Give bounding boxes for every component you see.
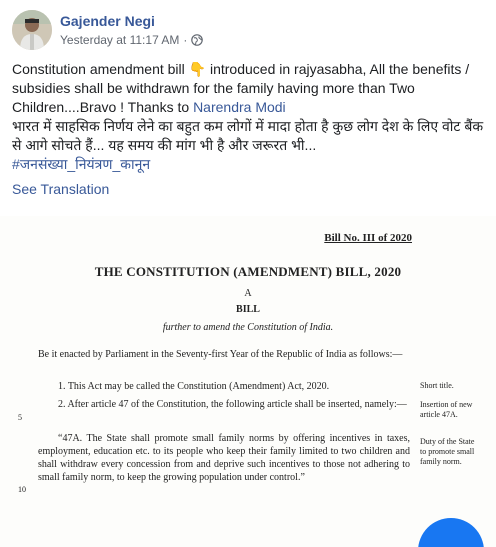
clause-2: 2. After article 47 of the Constitution, the following article shall be inserted, namely:—	[58, 399, 407, 410]
post-time-row	[60, 32, 203, 48]
post-text-hindi: भारत में साहसिक निर्णय लेने का बहुत कम लोगों में मादा होता है कुछ लोग देश के लिए वोट बैंक से आगे सोचते हैं... यह समय की मांग भी है और जरूरत भी...	[12, 118, 484, 153]
clause-47a: “47A. The State shall promote small family norms by offering incentives in taxes, employment, education etc. to its people who keep their family limited to two children and shall withdraw every concession from and deprive such incentives to those not adhering to small family norm, to keep the growing population under control.”	[38, 433, 410, 483]
post-text-part2: introduced in rajyasabha, All the benefits / subsidies shall be withdrawn for the family having more than Two Children....Bravo ! Thanks to	[12, 61, 470, 115]
pointing-down-emoji: 👇	[188, 61, 207, 77]
bill-label: BILL	[236, 304, 260, 315]
bill-article-a: A	[244, 288, 252, 299]
margin-note-insertion: Insertion of new article 47A.	[420, 400, 473, 419]
margin-note-short-title: Short title.	[420, 381, 454, 390]
line-number-10: 10	[18, 485, 26, 494]
bill-number: Bill No. III of 2020	[324, 232, 412, 244]
bill-purpose: further to amend the Constitution of India.	[162, 322, 334, 333]
meta-separator: ·	[183, 33, 188, 47]
post-text	[12, 60, 488, 174]
post-header	[12, 8, 203, 52]
mention-link[interactable]: Narendra Modi	[193, 99, 286, 115]
clause-1: 1. This Act may be called the Constitution (Amendment) Act, 2020.	[58, 381, 330, 392]
globe-icon[interactable]	[191, 34, 203, 46]
post-text-part1: Constitution amendment bill	[12, 61, 189, 77]
see-translation-link[interactable]: See Translation	[12, 181, 110, 197]
author-avatar[interactable]	[12, 10, 52, 50]
post-meta	[60, 12, 203, 48]
bill-document-page	[0, 216, 496, 547]
line-number-5: 5	[18, 413, 22, 422]
avatar-photo	[12, 10, 52, 50]
post-timestamp[interactable]: Yesterday at 11:17 AM	[60, 33, 180, 47]
author-name[interactable]: Gajender Negi	[60, 13, 155, 29]
margin-note-duty: Duty of the State to promote small family norm.	[420, 437, 475, 466]
enacting-clause: Be it enacted by Parliament in the Seventy-first Year of the Republic of India as follows:—	[38, 349, 403, 360]
bill-document-image[interactable]	[0, 216, 496, 547]
post-text-english	[12, 60, 488, 117]
bill-title: THE CONSTITUTION (AMENDMENT) BILL, 2020	[94, 264, 402, 279]
hashtag-link[interactable]: #जनसंख्या_नियंत्रण_कानून	[12, 156, 151, 172]
